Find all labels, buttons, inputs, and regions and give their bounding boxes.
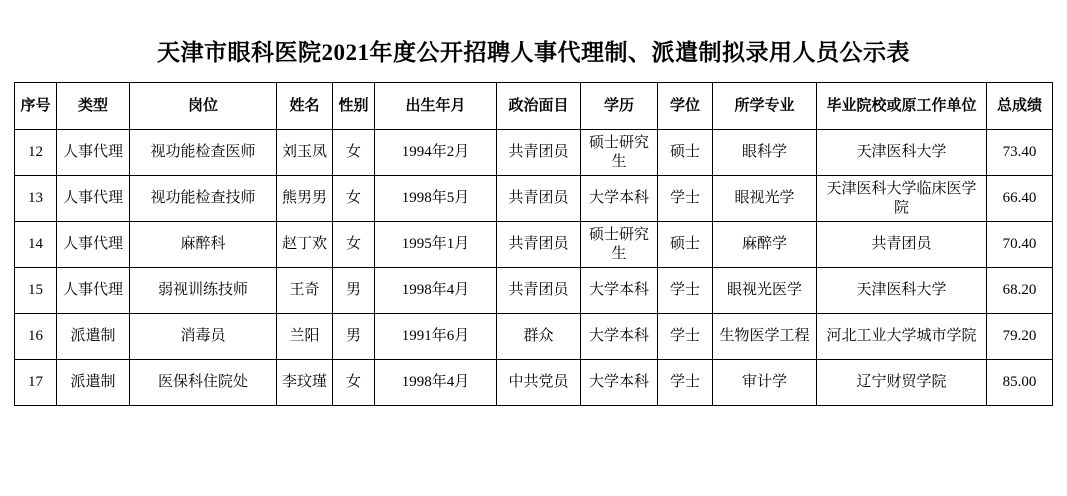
header-cell: 序号 bbox=[15, 83, 57, 130]
page-title: 天津市眼科医院2021年度公开招聘人事代理制、派遣制拟录用人员公示表 bbox=[157, 40, 910, 65]
header-cell: 岗位 bbox=[130, 83, 277, 130]
table-cell: 女 bbox=[333, 360, 375, 406]
table-cell: 女 bbox=[333, 222, 375, 268]
header-cell: 政治面目 bbox=[497, 83, 581, 130]
table-cell: 审计学 bbox=[713, 360, 817, 406]
table-header bbox=[15, 83, 1053, 130]
header-cell: 性别 bbox=[333, 83, 375, 130]
table-row bbox=[15, 222, 1053, 268]
table-cell: 1998年4月 bbox=[375, 360, 497, 406]
table-cell: 弱视训练技师 bbox=[130, 268, 277, 314]
header-row bbox=[15, 83, 1053, 130]
table-cell: 79.20 bbox=[987, 314, 1053, 360]
table-cell: 李玟瑾 bbox=[277, 360, 333, 406]
table-cell: 男 bbox=[333, 314, 375, 360]
table-cell: 天津医科大学临床医学院 bbox=[817, 176, 987, 222]
table-row bbox=[15, 268, 1053, 314]
table-cell: 共青团员 bbox=[497, 268, 581, 314]
table-cell: 中共党员 bbox=[497, 360, 581, 406]
table-row bbox=[15, 130, 1053, 176]
table-cell: 73.40 bbox=[987, 130, 1053, 176]
table-cell: 大学本科 bbox=[581, 314, 658, 360]
table-cell: 麻醉科 bbox=[130, 222, 277, 268]
table-cell: 1991年6月 bbox=[375, 314, 497, 360]
table-cell: 共青团员 bbox=[497, 130, 581, 176]
header-cell: 总成绩 bbox=[987, 83, 1053, 130]
table-cell: 视功能检查技师 bbox=[130, 176, 277, 222]
table-cell: 兰阳 bbox=[277, 314, 333, 360]
table-cell: 消毒员 bbox=[130, 314, 277, 360]
table-cell: 70.40 bbox=[987, 222, 1053, 268]
table-cell: 王奇 bbox=[277, 268, 333, 314]
header-cell: 学历 bbox=[581, 83, 658, 130]
table-cell: 河北工业大学城市学院 bbox=[817, 314, 987, 360]
table-cell: 派遣制 bbox=[57, 360, 130, 406]
table-cell: 天津医科大学 bbox=[817, 268, 987, 314]
table-cell: 男 bbox=[333, 268, 375, 314]
table-cell: 人事代理 bbox=[57, 268, 130, 314]
table-row bbox=[15, 360, 1053, 406]
table-cell: 女 bbox=[333, 176, 375, 222]
table-cell: 17 bbox=[15, 360, 57, 406]
table-cell: 辽宁财贸学院 bbox=[817, 360, 987, 406]
table-cell: 85.00 bbox=[987, 360, 1053, 406]
table-cell: 人事代理 bbox=[57, 222, 130, 268]
table-cell: 1994年2月 bbox=[375, 130, 497, 176]
header-cell: 姓名 bbox=[277, 83, 333, 130]
table-row bbox=[15, 314, 1053, 360]
table-cell: 大学本科 bbox=[581, 268, 658, 314]
table-cell: 15 bbox=[15, 268, 57, 314]
table-cell: 学士 bbox=[658, 314, 713, 360]
table-cell: 学士 bbox=[658, 176, 713, 222]
table-cell: 眼视光医学 bbox=[713, 268, 817, 314]
table-cell: 硕士 bbox=[658, 222, 713, 268]
header-cell: 学位 bbox=[658, 83, 713, 130]
table-cell: 赵丁欢 bbox=[277, 222, 333, 268]
table-cell: 医保科住院处 bbox=[130, 360, 277, 406]
table-cell: 视功能检查医师 bbox=[130, 130, 277, 176]
table-cell: 派遣制 bbox=[57, 314, 130, 360]
table-cell: 生物医学工程 bbox=[713, 314, 817, 360]
table-cell: 68.20 bbox=[987, 268, 1053, 314]
table-body bbox=[15, 130, 1053, 406]
table-cell: 眼科学 bbox=[713, 130, 817, 176]
table-cell: 14 bbox=[15, 222, 57, 268]
table-cell: 大学本科 bbox=[581, 176, 658, 222]
table-cell: 人事代理 bbox=[57, 176, 130, 222]
recruitment-roster-table bbox=[14, 82, 1053, 406]
table-row bbox=[15, 176, 1053, 222]
table-cell: 麻醉学 bbox=[713, 222, 817, 268]
table-cell: 共青团员 bbox=[817, 222, 987, 268]
table-cell: 硕士研究生 bbox=[581, 130, 658, 176]
table-cell: 共青团员 bbox=[497, 222, 581, 268]
table-cell: 16 bbox=[15, 314, 57, 360]
table-cell: 硕士 bbox=[658, 130, 713, 176]
table-cell: 硕士研究生 bbox=[581, 222, 658, 268]
table-cell: 刘玉凤 bbox=[277, 130, 333, 176]
table-cell: 学士 bbox=[658, 360, 713, 406]
table-cell: 人事代理 bbox=[57, 130, 130, 176]
table-cell: 女 bbox=[333, 130, 375, 176]
table-cell: 1995年1月 bbox=[375, 222, 497, 268]
header-cell: 毕业院校或原工作单位 bbox=[817, 83, 987, 130]
header-cell: 出生年月 bbox=[375, 83, 497, 130]
table-cell: 大学本科 bbox=[581, 360, 658, 406]
table-cell: 学士 bbox=[658, 268, 713, 314]
table-cell: 1998年5月 bbox=[375, 176, 497, 222]
table-cell: 群众 bbox=[497, 314, 581, 360]
table-cell: 天津医科大学 bbox=[817, 130, 987, 176]
table-cell: 66.40 bbox=[987, 176, 1053, 222]
table-cell: 13 bbox=[15, 176, 57, 222]
header-cell: 所学专业 bbox=[713, 83, 817, 130]
table-cell: 12 bbox=[15, 130, 57, 176]
table-cell: 眼视光学 bbox=[713, 176, 817, 222]
table-cell: 1998年4月 bbox=[375, 268, 497, 314]
header-cell: 类型 bbox=[57, 83, 130, 130]
table-cell: 熊男男 bbox=[277, 176, 333, 222]
table-cell: 共青团员 bbox=[497, 176, 581, 222]
